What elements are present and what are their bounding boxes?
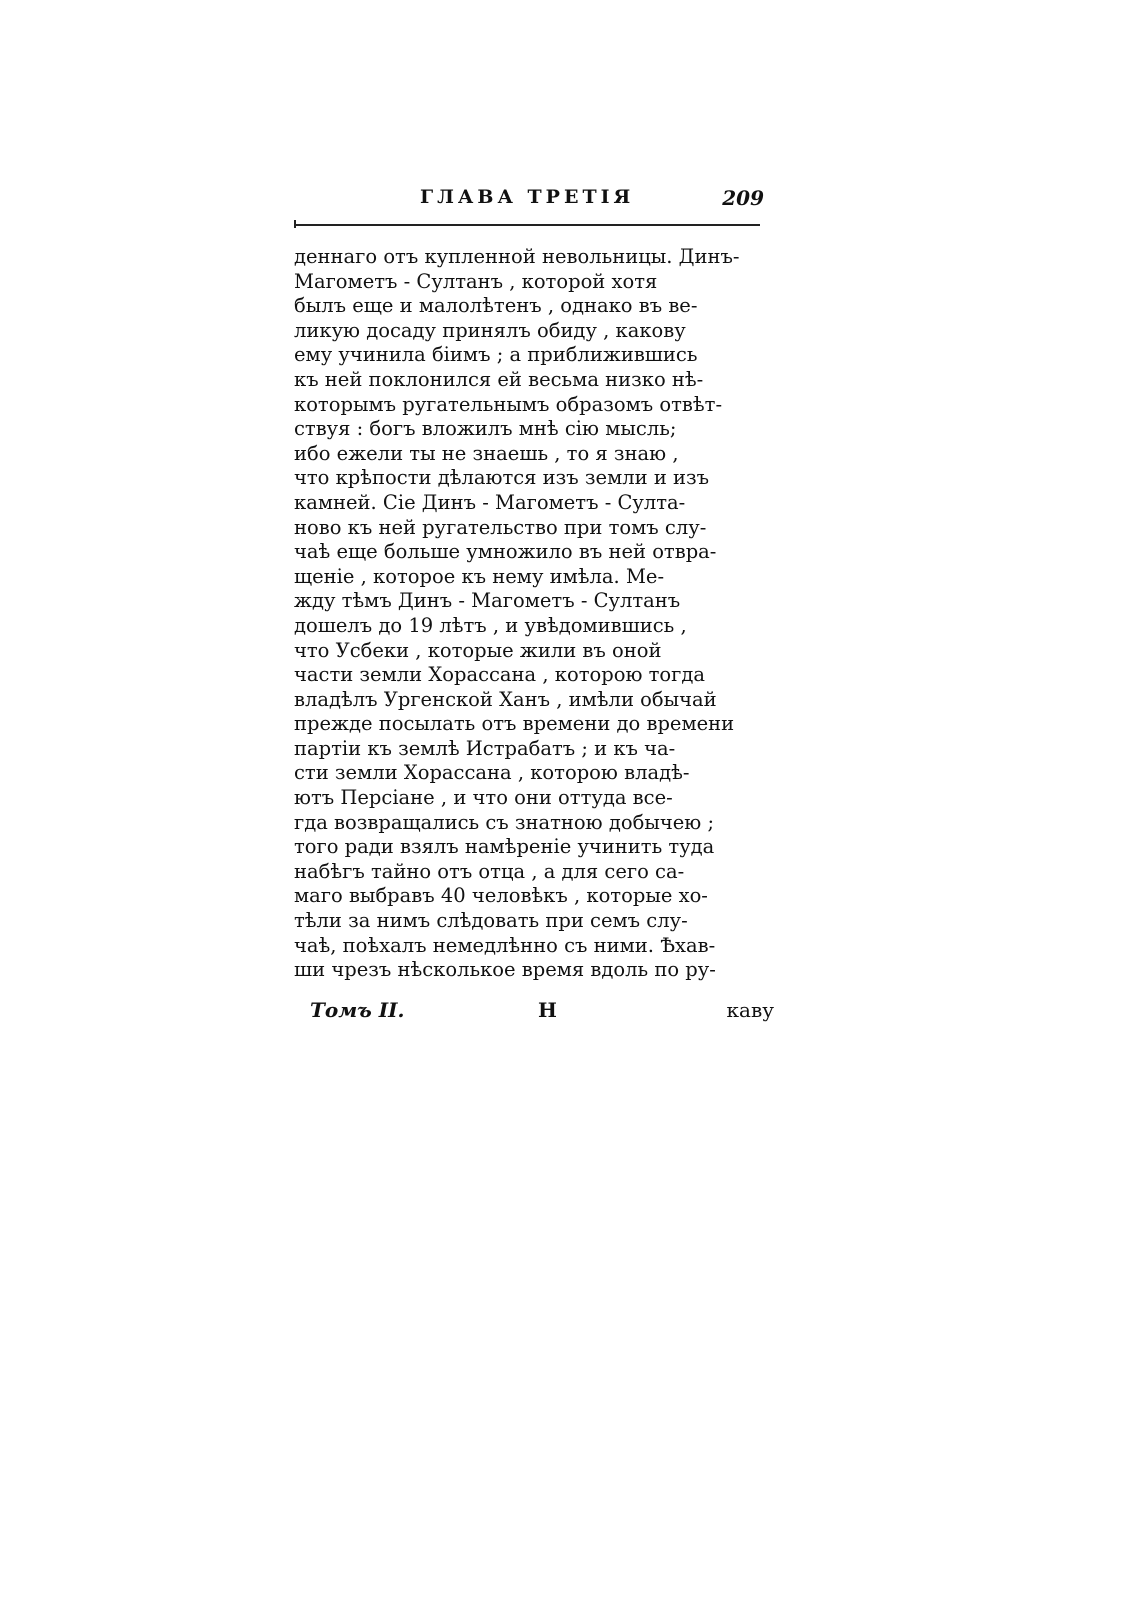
signature-mark: Н: [538, 998, 557, 1022]
text-line: къ ней поклонился ей весьма низко нѣ-: [294, 367, 704, 391]
text-line: что Усбеки , которые жили въ оной: [294, 638, 662, 662]
text-line: ютъ Персiане , и что они оттуда все-: [294, 786, 673, 810]
text-line: ствуя : богъ вложилъ мнѣ сiю мысль;: [294, 417, 677, 441]
running-head: [296, 186, 764, 216]
text-line: чаѣ, поѣхалъ немедлѣнно съ ними. Ѣхав-: [294, 933, 716, 957]
text-line: ему учинила бiимъ ; а приближившись: [294, 343, 698, 367]
text-line: камней. Сiе Динъ - Магометъ - Султа-: [294, 490, 686, 514]
chapter-title: ГЛАВА ТРЕТIЯ: [420, 186, 635, 208]
text-line: дошелъ до 19 лѣтъ , и увѣдомившись ,: [294, 613, 687, 637]
text-line: владѣлъ Ургенской Ханъ , имѣли обычай: [294, 687, 717, 711]
text-line: щенiе , которое къ нему имѣла. Ме-: [294, 564, 665, 588]
catchword: каву: [726, 998, 774, 1022]
text-line: былъ еще и малолѣтенъ , однако въ ве-: [294, 294, 698, 318]
header-rule: [294, 224, 760, 226]
text-line: того ради взялъ намѣренiе учинить туда: [294, 835, 715, 859]
body-text: [294, 245, 774, 983]
text-line: жду тѣмъ Динъ - Магометъ - Султанъ: [294, 589, 681, 613]
text-line: маго выбравъ 40 человѣкъ , которые хо-: [294, 884, 708, 908]
text-line: части земли Хорассана , которою тогда: [294, 663, 705, 687]
page-number: 209: [722, 186, 764, 210]
header-rule-tick: [294, 220, 296, 228]
text-line: деннаго отъ купленной невольницы. Динъ-: [294, 245, 740, 268]
text-line: которымъ ругательнымъ образомъ отвѣт-: [294, 392, 723, 416]
volume-marker: Томъ II.: [310, 998, 405, 1022]
text-line: партiи къ землѣ Истрабатъ ; и къ ча-: [294, 736, 676, 760]
text-line: гда возвращались съ знатною добычею ;: [294, 810, 715, 834]
text-line: ново къ ней ругательство при томъ слу-: [294, 515, 707, 539]
text-line: Магометъ - Султанъ , которой хотя: [294, 269, 658, 293]
text-line: тѣли за нимъ слѣдовать при семъ слу-: [294, 909, 688, 933]
text-line: чаѣ еще больше умножило въ ней отвра-: [294, 540, 717, 564]
text-line: набѣгъ тайно отъ отца , а для сего са-: [294, 859, 685, 883]
text-line: сти земли Хорассана , которою владѣ-: [294, 761, 690, 785]
text-line: что крѣпости дѣлаются изъ земли и изъ: [294, 466, 710, 490]
text-line: ибо ежели ты не знаешь , то я знаю ,: [294, 441, 679, 465]
page-footer: [294, 998, 774, 1026]
text-line: ликую досаду принялъ обиду , какову: [294, 318, 686, 342]
text-line: ши чрезъ нѣсколькое время вдоль по ру-: [294, 958, 716, 982]
text-line: прежде посылать отъ времени до времени: [294, 712, 735, 736]
